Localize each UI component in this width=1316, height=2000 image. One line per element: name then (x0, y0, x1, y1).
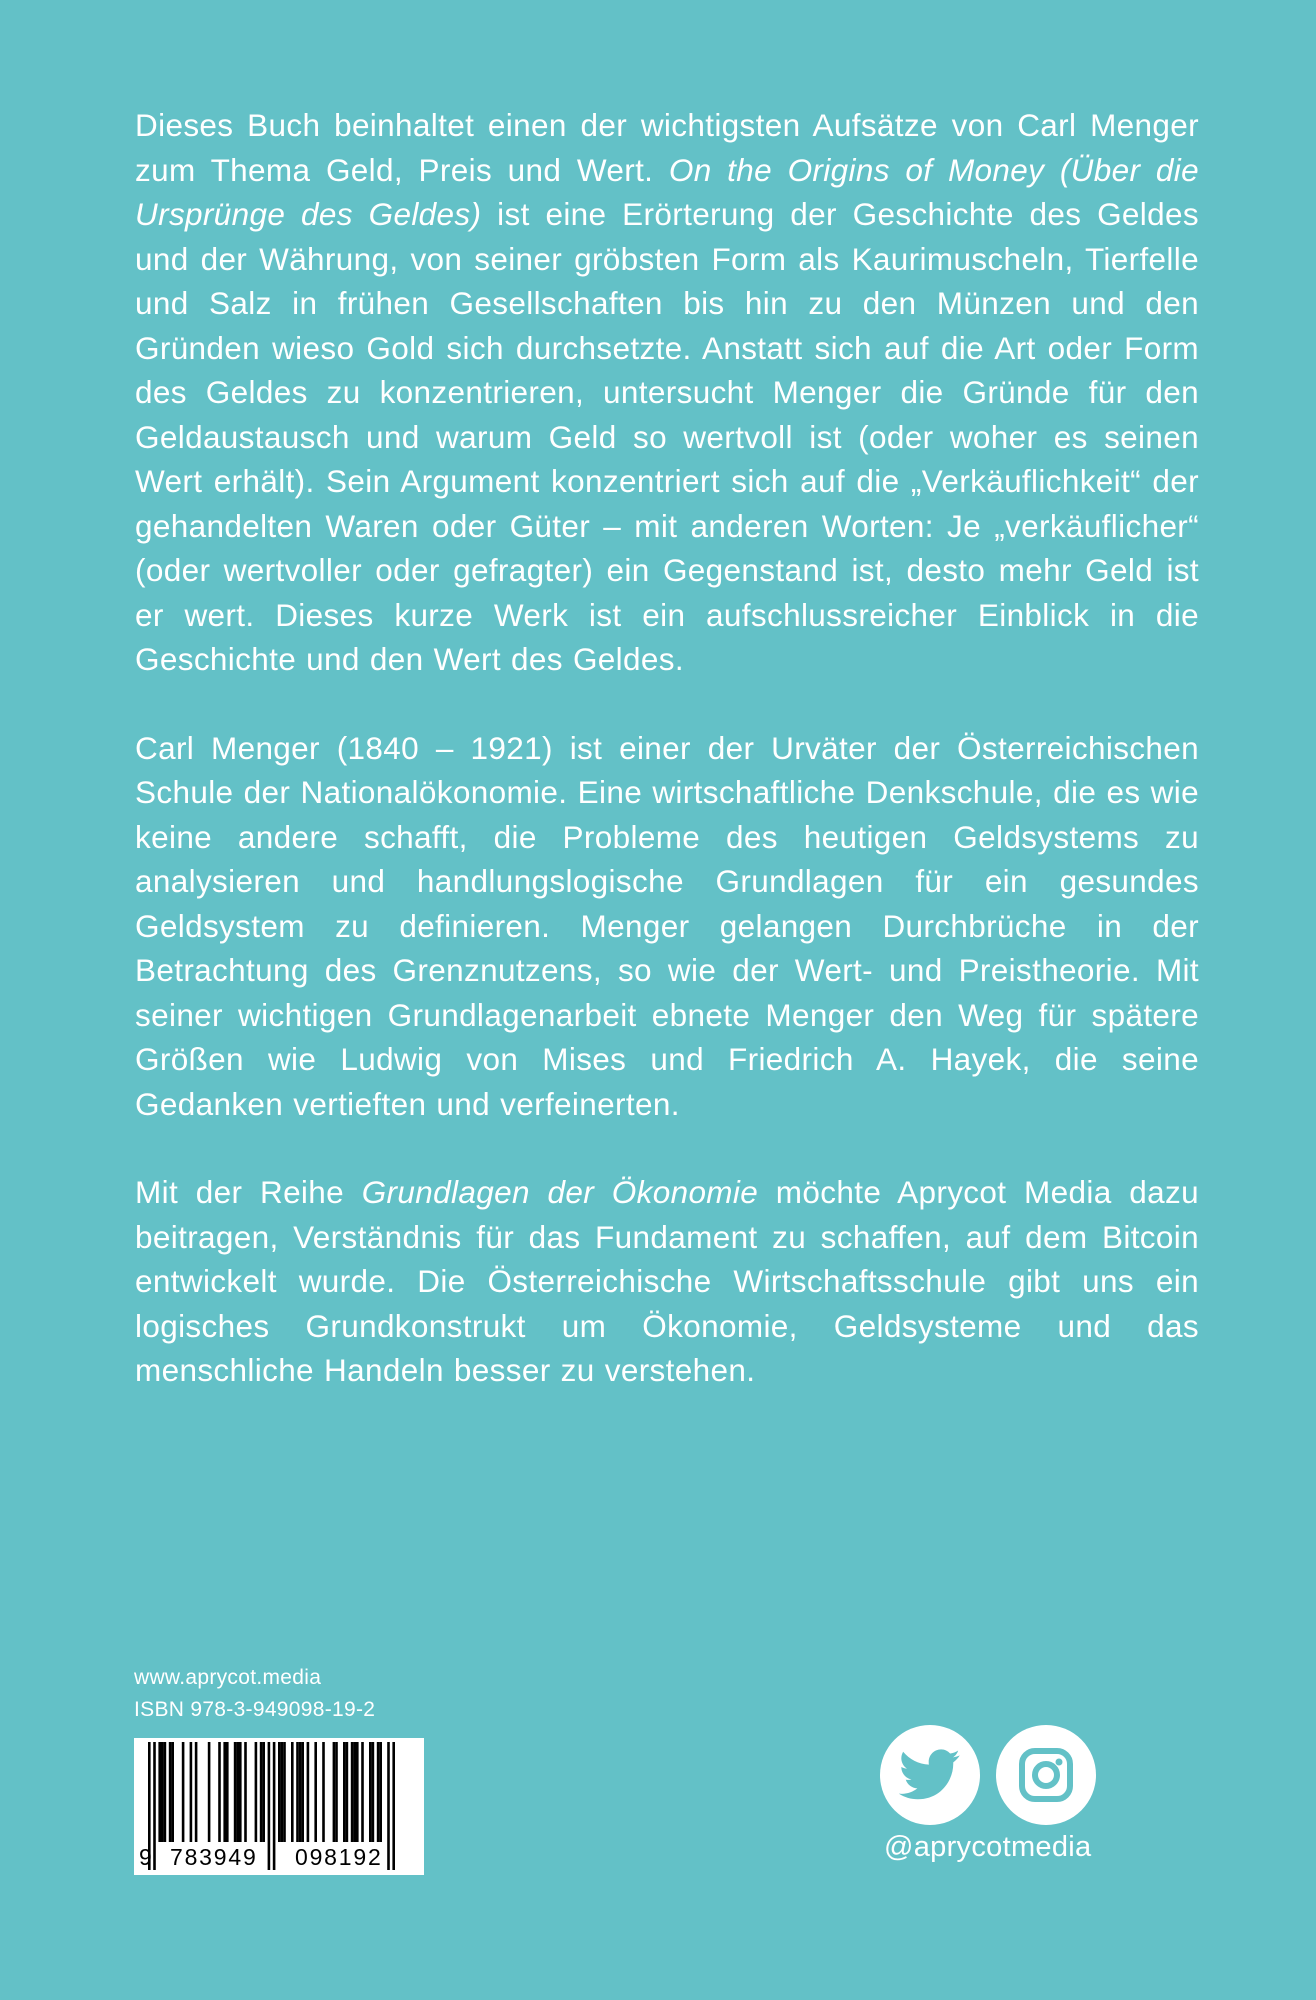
barcode-bar (322, 1742, 325, 1842)
barcode-bar (281, 1742, 284, 1842)
summary-text-part2: ist eine Erörterung der Geschichte des Geldes und der Währung, von seiner gröbsten Form als Kaurimuscheln, Tierfelle und Salz in frühen Gesellschaften bis hin zu den Münzen und den Gründen wieso Gold sich durchsetzte. Anstatt sich auf die Art oder Form des Geldes zu konzentrieren, untersucht Menger die Gründe für den Geldaustausch und warum Geld so wertvoll ist (oder woher es seinen Wert erhält). Sein Argument konzentriert sich auf die „Verkäuflichkeit“ der gehandelten Waren oder Güter – mit anderen Worten: Je „verkäuflicher“ (oder wertvoller oder gefragter) ein Gegenstand ist, desto mehr Geld ist er wert. Dieses kurze Werk ist ein aufschlussreicher Einblick in die Geschichte und den Wert des Geldes. (135, 196, 1199, 677)
social-handle[interactable]: @aprycotmedia (884, 1831, 1092, 1863)
barcode-bar (278, 1742, 281, 1842)
barcode-bar (223, 1742, 226, 1842)
barcode-right-group: 098192 (295, 1844, 383, 1870)
barcode-bar (291, 1742, 294, 1842)
barcode-bar (379, 1742, 382, 1842)
barcode-bar (234, 1742, 237, 1842)
barcode-bar (190, 1742, 193, 1842)
website-url[interactable]: www.aprycot.media (134, 1666, 322, 1689)
series-title: Grundlagen der Ökonomie (361, 1174, 759, 1210)
barcode-bar (158, 1742, 161, 1842)
essay-title: On the Origins of Money (Über die Ursprünge des Geldes) (135, 151, 1199, 232)
paragraph-author-bio: Carl Menger (1840 – 1921) ist einer der Urväter der Österreichischen Schule der Nationalökonomie. Eine wirtschaftliche Denkschule, die es wie keine andere schafft, die Probleme des heutigen Geldsystems zu analysieren und handlungslogische Grundlagen für ein gesundes Geldsystem zu definieren. Menger gelangen Durchbrüche in der Betrachtung des Grenznutzens, so wie der Wert- und Preistheorie. Mit seiner wichtigen Grundlagenarbeit ebnete Menger den Weg für spätere Größen wie Ludwig von Mises und Friedrich A. Hayek, die seine Gedanken vertieften und verfeinerten. (135, 729, 1199, 1122)
barcode-bar (182, 1742, 185, 1842)
social-icons (880, 1725, 1100, 1825)
instagram-icon[interactable] (996, 1725, 1096, 1825)
barcode-left-group: 783949 (170, 1844, 258, 1870)
barcode-bar (356, 1742, 359, 1842)
barcode-bar (377, 1742, 380, 1842)
barcode-bar (161, 1742, 164, 1842)
barcode-bar (372, 1742, 375, 1842)
barcode-bar (296, 1742, 299, 1842)
barcode-bar (353, 1742, 356, 1842)
barcode-bar (169, 1742, 172, 1842)
barcode-bar (351, 1742, 354, 1842)
barcode-bar (255, 1742, 258, 1842)
social-links (880, 1725, 1100, 1864)
barcode-bar (218, 1742, 221, 1842)
barcode-bar (333, 1742, 336, 1842)
barcode-bar (226, 1742, 229, 1842)
barcode-bar (361, 1742, 364, 1842)
barcode-bar (239, 1742, 242, 1842)
twitter-icon[interactable] (880, 1725, 980, 1825)
barcode-bar (369, 1742, 372, 1842)
barcode-bar (335, 1742, 338, 1842)
series-text-part1: Mit der Reihe (135, 1174, 362, 1210)
barcode-bar (244, 1742, 247, 1842)
barcode-bar (283, 1742, 286, 1842)
barcode-first-digit: 9 (139, 1844, 152, 1870)
barcode-bar (301, 1742, 304, 1842)
isbn-number: ISBN 978-3-949098-19-2 (134, 1698, 376, 1721)
barcode-bar (164, 1742, 167, 1842)
barcode-bar (314, 1742, 317, 1842)
paragraph-book-summary (135, 103, 1199, 682)
barcode-bar (195, 1742, 198, 1842)
barcode-bar (171, 1742, 174, 1842)
barcode-bar (346, 1742, 349, 1842)
publisher-info (134, 1662, 424, 1875)
barcode-bar (208, 1742, 211, 1842)
paragraph-series-info (135, 1170, 1199, 1393)
barcode-bar (343, 1742, 346, 1842)
barcode-digits (134, 1842, 424, 1872)
summary-text-part1: Dieses Buch beinhaltet einen der wichtigsten Aufsätze von Carl Menger zum Thema Geld, Preis und Wert. (135, 107, 1199, 188)
isbn-barcode (134, 1738, 424, 1875)
series-text-part2: möchte Aprycot Media dazu beitragen, Verständnis für das Fundament zu schaffen, auf dem Bitcoin entwickelt wurde. Die Österreichische Wirtschaftsschule gibt uns ein logisches Grundkonstrukt um Ökonomie, Geldsysteme und das menschliche Handeln besser zu verstehen. (135, 1174, 1199, 1388)
barcode-bar (236, 1742, 239, 1842)
description-text (135, 103, 1199, 1437)
barcode-bar (262, 1742, 265, 1842)
barcode-bar (299, 1742, 302, 1842)
barcode-bar (307, 1742, 310, 1842)
barcode-bar (260, 1742, 263, 1842)
